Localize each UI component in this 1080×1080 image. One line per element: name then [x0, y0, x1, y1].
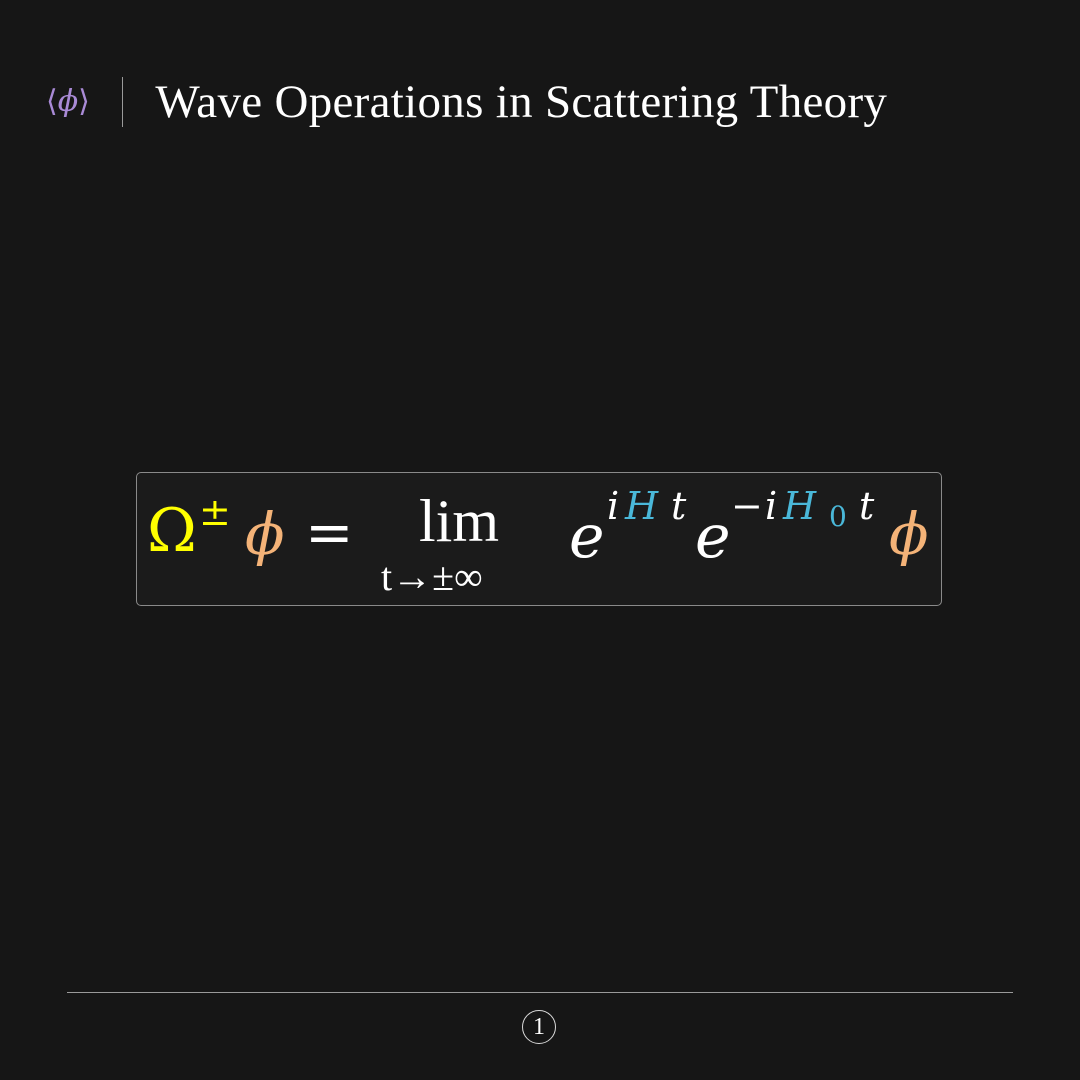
page-title: Wave Operations in Scattering Theory	[155, 76, 888, 128]
header-divider	[122, 77, 124, 127]
formula-exp2-i: i	[765, 484, 778, 528]
formula-exp1-t: t	[671, 484, 687, 528]
formula-exp2-hamiltonian-subscript: 0	[829, 500, 847, 533]
formula-exp1-hamiltonian: H	[625, 484, 659, 528]
formula-equals: =	[305, 498, 354, 566]
formula-phi-end: ϕ	[889, 500, 929, 568]
logo-left-bracket: ⟨	[46, 84, 58, 119]
formula-omega: Ω	[147, 496, 197, 566]
logo	[46, 84, 90, 119]
formula-exp1-i: i	[607, 484, 620, 528]
formula-lim: lim	[419, 488, 500, 554]
formula-exp2-hamiltonian: H	[783, 484, 817, 528]
formula-omega-superscript: ±	[199, 490, 231, 534]
header	[46, 72, 887, 132]
logo-phi-symbol: ϕ	[57, 84, 79, 119]
formula-phi: ϕ	[245, 500, 285, 568]
formula-exp1-base: e	[569, 502, 605, 572]
formula-exp2-t: t	[859, 484, 875, 528]
formula-box	[136, 472, 942, 606]
formula-lim-subscript: t→±∞	[381, 554, 483, 599]
logo-right-bracket: ⟩	[78, 84, 90, 119]
footer-divider	[67, 992, 1013, 993]
page-number: 1	[522, 1010, 556, 1044]
formula-exp2-base: e	[695, 502, 731, 572]
formula-exp2-minus: −	[731, 484, 763, 528]
